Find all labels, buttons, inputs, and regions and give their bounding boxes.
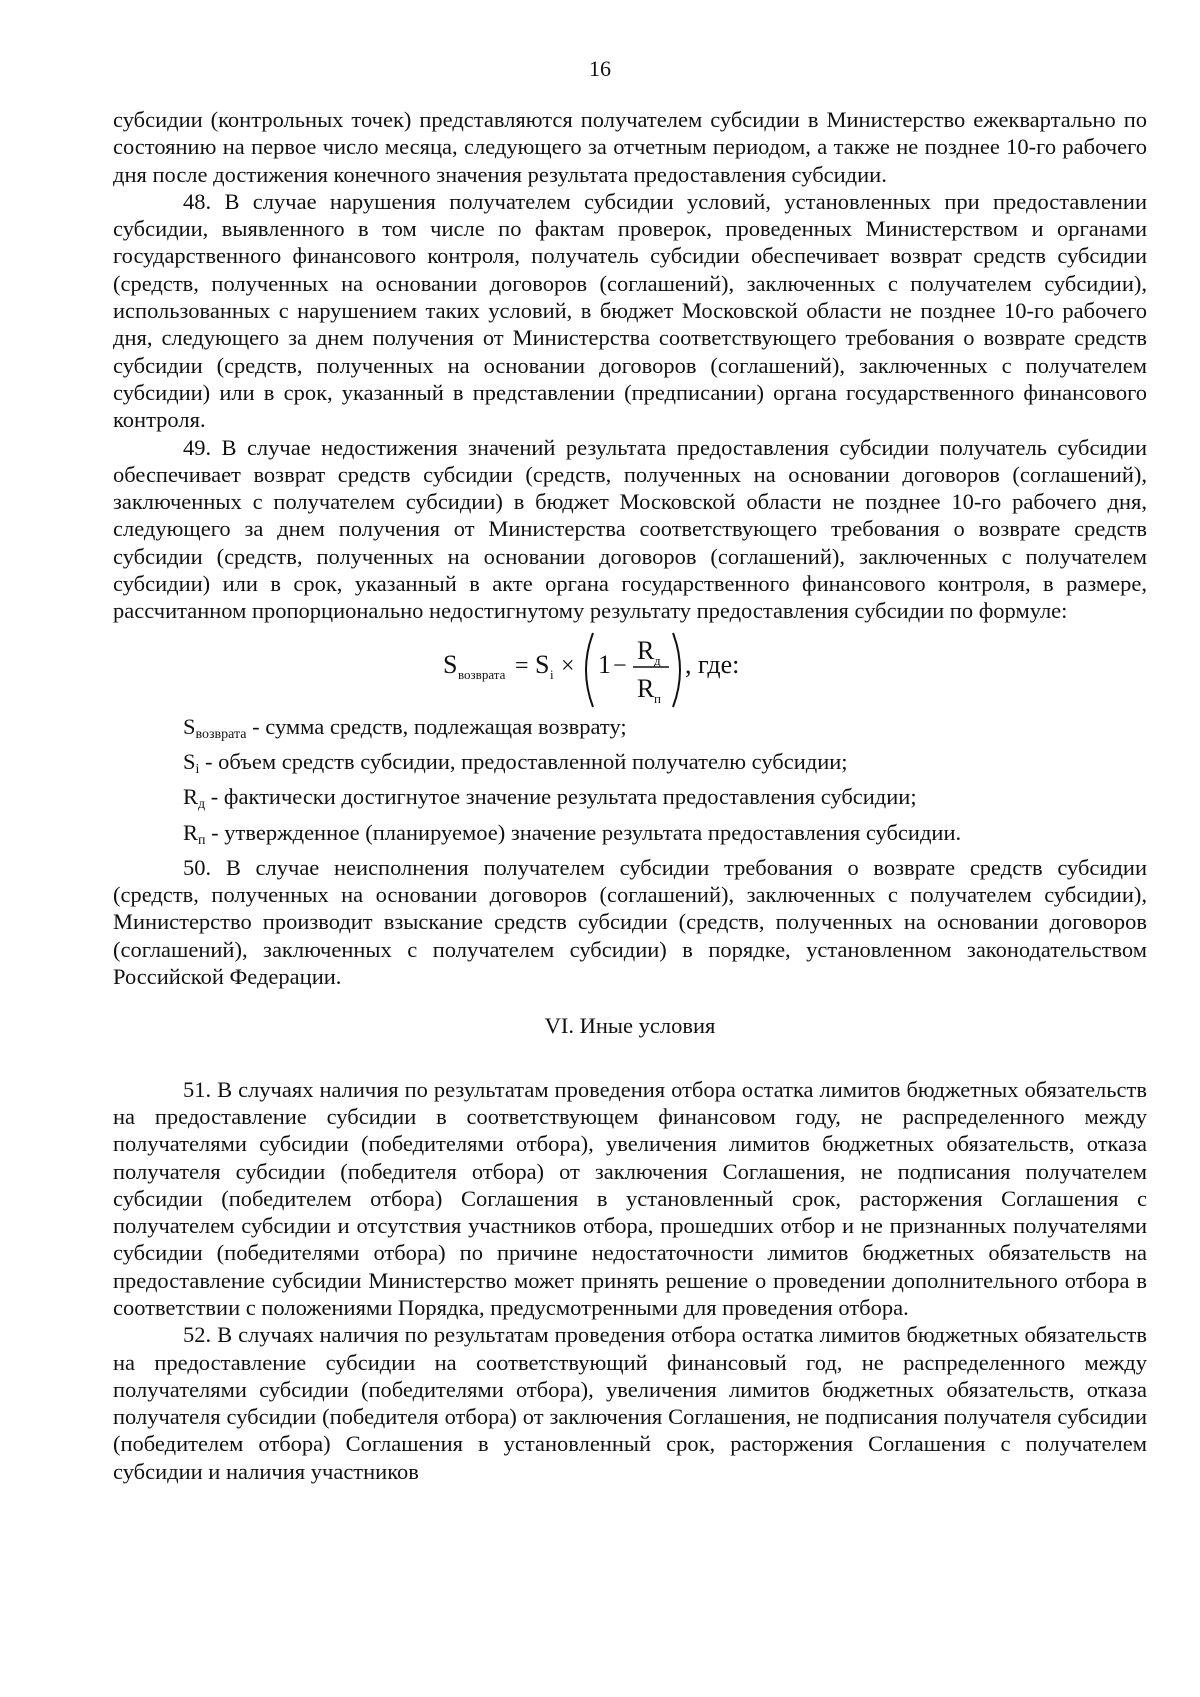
formula-s: S [443,649,458,679]
paragraph-continuation: субсидии (контрольных точек) представляются получателем субсидии в Министерство ежеквартально по состоянию на первое число месяца, следующего за отчетным периодом, а также не позднее 10-го рабочего дня после достижения конечного значения результата предоставления субсидии. [113,107,1147,187]
formula-svg [443,627,803,713]
refund-formula [113,627,1147,713]
paragraph-52: 52. В случаях наличия по результатам проведения отбора остатка лимитов бюджетных обязательств на предоставление субсидии на соответствующий финансовый год, не распределенного между получателями субсидии (победителями отбора), увеличения лимитов бюджетных обязательств, отказа получателя субсидии (победителя отбора) от заключения Соглашения, не подписания получателя субсидии (победителем отбора) Соглашения в установленный срок, расторжения Соглашения с получателем субсидии и наличия участников [113,1322,1147,1484]
formula-s-sub: возврата [458,666,506,682]
definition-rd: $R_д$ - фактически достигнутое значение результата предоставления субсидии; [183,784,917,813]
formula-si: S [535,649,550,679]
formula-one: 1 [598,649,611,679]
formula-si-sub: i [550,666,554,682]
paragraph-51: 51. В случаях наличия по результатам проведения отбора остатка лимитов бюджетных обязательств на предоставление субсидии в соответствующем финансовом году, не распределенного между получателями субсидии (победителями отбора), увеличения лимитов бюджетных обязательств, отказа получателя субсидии (победителя отбора) от заключения Соглашения, не подписания получателем субсидии (победителем отбора) Соглашения в установленный срок, расторжения Соглашения с получателем субсидии и отсутствия участников отбора, прошедших отбор и не признанных получателями субсидии (победителями отбора) по причине недостаточности лимитов бюджетных обязательств на предоставление субсидии Министерство может принять решение о проведении дополнительного отбора в соответствии с положениями Порядка, предусмотренными для проведения отбора. [113,1076,1147,1320]
formula-minus: − [613,652,627,679]
section-heading: VI. Иные условия [544,1013,716,1039]
formula-times: × [561,652,575,679]
right-paren [673,633,680,707]
formula-equals: = [515,652,529,679]
paragraph-48: 48. В случае нарушения получателем субсидии условий, установленных при предоставлении субсидии, выявленного в том числе по фактам проверок, проведенных Министерством и органами государственного финансового контроля, получатель субсидии обеспечивает возврат средств субсидии (средств, полученных на основании договоров (соглашений), заключенных с получателем субсидии), использованных с нарушением таких условий, в бюджет Московской области не позднее 10-го рабочего дня, следующего за днем получения от Министерства соответствующего требования о возврате средств субсидии (средств, полученных на основании договоров (соглашений), заключенных с получателем субсидии) или в срок, указанный в представлении (предписании) органа государственного финансового контроля. [113,188,1147,433]
page-number: 16 [589,56,611,81]
formula-num-sub: д [654,652,661,668]
paragraph-50: 50. В случае неисполнения получателем субсидии требования о возврате средств субсидии (средств, полученных на основании договоров (соглашений), заключенных с получателем субсидии), Министерство производит взыскание средств субсидии (средств, полученных на основании договоров (соглашений), заключенных с получателем субсидии) в порядке, установленном законодательством Российской Федерации. [113,854,1147,990]
definition-s-return: $S_{возврата}$ - сумма средств, подлежащая возврату; [183,713,627,742]
formula-tail: , где: [685,649,740,679]
formula-den-sub: п [654,690,661,706]
document-body [113,106,1147,1485]
formula-den: R [637,673,655,703]
left-paren [586,633,593,707]
formula-num: R [637,635,655,665]
definition-si: $S_i$ - объем средств субсидии, предоставленной получателю субсидии; [183,748,848,777]
paragraph-49: 49. В случае недостижения значений результата предоставления субсидии получатель субсидии обеспечивает возврат средств субсидии (средств, полученных на основании договоров (соглашений), заключенных с получателем субсидии) в бюджет Московской области не позднее 10-го рабочего дня, следующего за днем получения от Министерства соответствующего требования о возврате средств субсидии (средств, полученных на основании договоров (соглашений), заключенных с получателем субсидии) или в срок, указанный в акте органа государственного финансового контроля, в размере, рассчитанном пропорционально недостигнутому результату предоставления субсидии по формуле: [113,434,1147,624]
definition-rp: $R_п$ - утвержденное (планируемое) значение результата предоставления субсидии. [183,819,962,848]
